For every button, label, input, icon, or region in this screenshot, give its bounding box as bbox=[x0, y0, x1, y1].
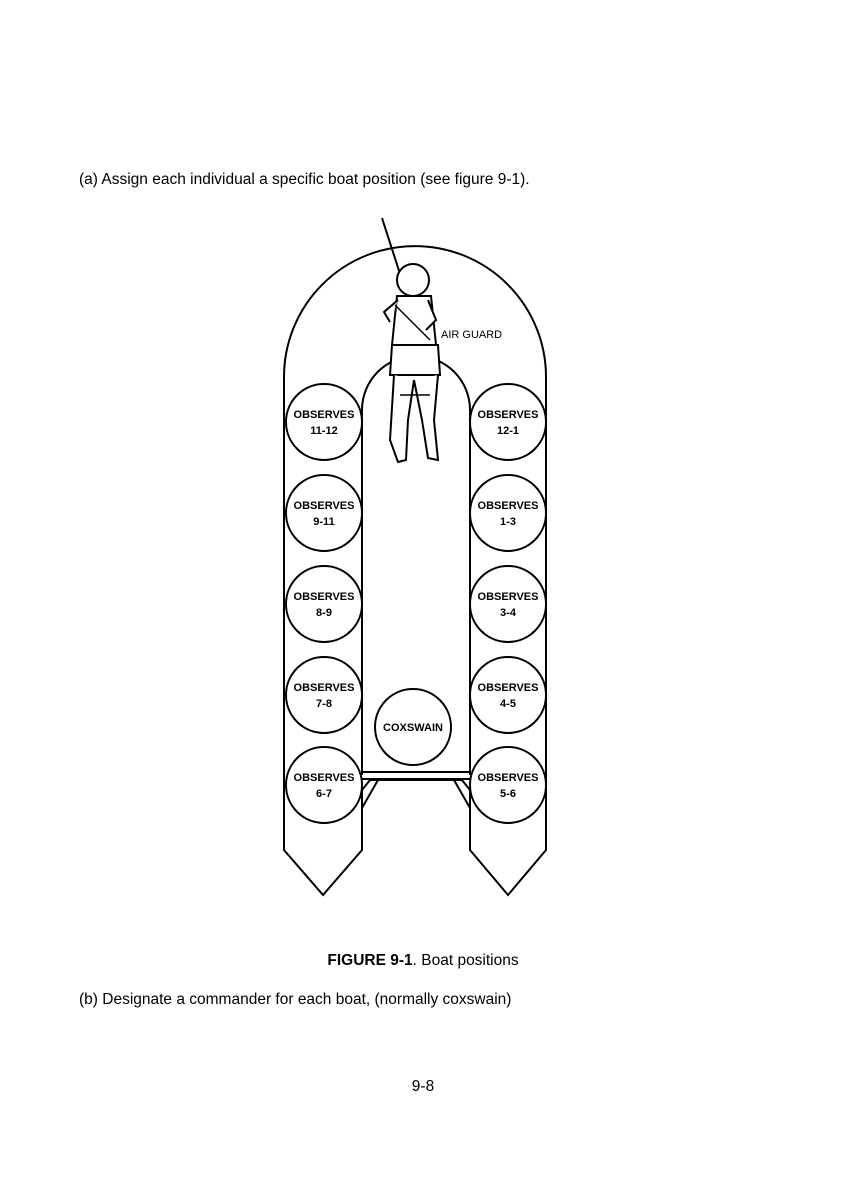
right-position-circle bbox=[470, 747, 546, 823]
right-position-label: OBSERVES bbox=[477, 772, 539, 784]
left-position-sector: 7-8 bbox=[316, 698, 332, 710]
right-position-circle bbox=[470, 566, 546, 642]
right-position-sector: 12-1 bbox=[496, 425, 520, 437]
caption-text: . Boat positions bbox=[412, 952, 519, 969]
right-position-label: OBSERVES bbox=[477, 682, 539, 694]
left-position-circle bbox=[286, 475, 362, 551]
coxswain-label: COXSWAIN bbox=[383, 722, 443, 734]
left-position-sector: 8-9 bbox=[316, 607, 332, 619]
left-position-label: OBSERVES bbox=[293, 409, 355, 421]
right-position-sector: 4-5 bbox=[500, 698, 516, 710]
figure-caption bbox=[0, 952, 846, 970]
soldier-icon bbox=[382, 218, 440, 462]
caption-label: FIGURE 9-1 bbox=[327, 952, 413, 969]
right-position-label: OBSERVES bbox=[477, 500, 539, 512]
left-position-label: OBSERVES bbox=[293, 500, 355, 512]
right-position-label: OBSERVES bbox=[477, 591, 539, 603]
paragraph-a: (a) Assign each individual a specific boat position (see figure 9-1). bbox=[79, 171, 530, 188]
left-position-sector: 9-11 bbox=[313, 516, 335, 528]
left-position-label: OBSERVES bbox=[293, 772, 355, 784]
left-position-label: OBSERVES bbox=[293, 682, 355, 694]
right-position-circle bbox=[470, 657, 546, 733]
left-position-sector: 6-7 bbox=[316, 788, 332, 800]
right-position-circle bbox=[470, 384, 546, 460]
left-position-circle bbox=[286, 384, 362, 460]
left-position-circle bbox=[286, 657, 362, 733]
right-position-sector: 5-6 bbox=[500, 788, 516, 800]
right-position-label: OBSERVES bbox=[477, 409, 539, 421]
page-number: 9-8 bbox=[411, 1078, 435, 1095]
paragraph-b: (b) Designate a commander for each boat, (normally coxswain) bbox=[79, 991, 512, 1008]
left-position-circle bbox=[286, 566, 362, 642]
right-position-circle bbox=[470, 475, 546, 551]
right-position-sector: 3-4 bbox=[500, 607, 516, 619]
left-position-label: OBSERVES bbox=[293, 591, 355, 603]
left-position-circle bbox=[286, 747, 362, 823]
air-guard-label: AIR GUARD bbox=[441, 329, 503, 341]
left-position-sector: 11-12 bbox=[310, 425, 338, 437]
right-position-sector: 1-3 bbox=[500, 516, 516, 528]
